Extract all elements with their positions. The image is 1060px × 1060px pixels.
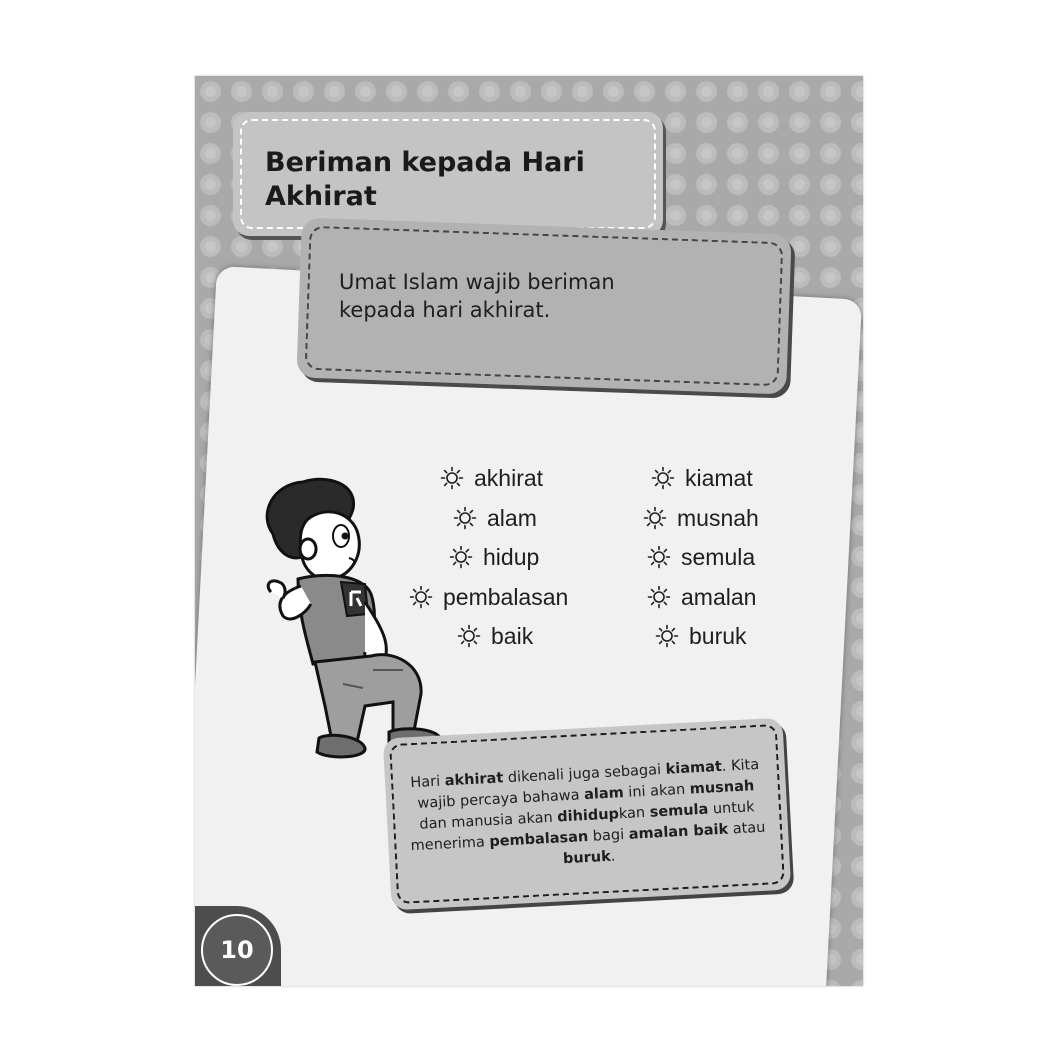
- vocab-word: pembalasan: [443, 583, 569, 610]
- intro-text: Umat Islam wajib beriman kepada hari akhirat.: [339, 270, 615, 322]
- vocab-word: akhirat: [474, 464, 544, 491]
- keyword: alam: [583, 785, 625, 804]
- vocab-item-right: [643, 505, 759, 531]
- note-segment: Hari: [410, 773, 446, 792]
- note-segment: . Kita wajib percaya bahawa: [417, 756, 760, 812]
- sun-icon: [457, 624, 491, 648]
- keyword: akhirat: [444, 770, 504, 790]
- note-text: [404, 755, 769, 879]
- vocab-word: amalan: [681, 583, 757, 610]
- note-segment: atau: [727, 819, 766, 838]
- vocab-item-right: [647, 584, 756, 610]
- vocab-word: semula: [681, 543, 756, 570]
- book-page: [195, 76, 863, 986]
- vocab-item-right: [655, 623, 747, 649]
- vocab-item-left: [440, 465, 543, 491]
- sun-icon: [647, 585, 681, 609]
- note-segment: dan manusia akan: [419, 809, 558, 833]
- vocab-word: baik: [491, 622, 534, 649]
- vocab-item-left: [453, 505, 537, 531]
- vocab-item-left: [409, 584, 568, 610]
- keyword: musnah: [689, 778, 755, 798]
- sun-icon: [647, 545, 681, 569]
- note-segment: kan: [618, 804, 651, 823]
- note-segment: dikenali juga sebagai: [502, 761, 667, 787]
- vocab-word: musnah: [677, 504, 759, 531]
- vocab-item-right: [651, 465, 753, 491]
- sun-icon: [655, 624, 689, 648]
- note-segment: untuk menerima: [410, 799, 755, 855]
- keyword: dihidup: [556, 806, 620, 826]
- note-segment: .: [610, 848, 616, 865]
- keyword: amalan baik: [628, 821, 729, 843]
- keyword: semula: [649, 801, 709, 821]
- vocab-word: buruk: [689, 622, 747, 649]
- vocab-item-right: [647, 544, 755, 570]
- note-segment: ini akan: [623, 781, 691, 802]
- vocab-word: hidup: [483, 543, 540, 570]
- vocab-word: alam: [487, 504, 537, 531]
- vocab-item-left: [449, 544, 539, 570]
- note-segment: bagi: [587, 826, 630, 845]
- vocab-item-left: [457, 623, 533, 649]
- page-title: Beriman kepada Hari Akhirat: [265, 147, 585, 212]
- boy-illustration: [253, 474, 453, 764]
- sun-icon: [643, 506, 677, 530]
- sun-icon: [440, 466, 474, 490]
- sun-icon: [449, 545, 483, 569]
- page-number-badge: [195, 906, 281, 986]
- keyword: pembalasan: [488, 828, 589, 851]
- keyword: buruk: [562, 848, 612, 868]
- sun-icon: [651, 466, 685, 490]
- vocab-word: kiamat: [685, 464, 753, 491]
- sun-icon: [453, 506, 487, 530]
- sun-icon: [409, 585, 443, 609]
- page-number: 10: [201, 914, 273, 986]
- keyword: kiamat: [665, 758, 723, 778]
